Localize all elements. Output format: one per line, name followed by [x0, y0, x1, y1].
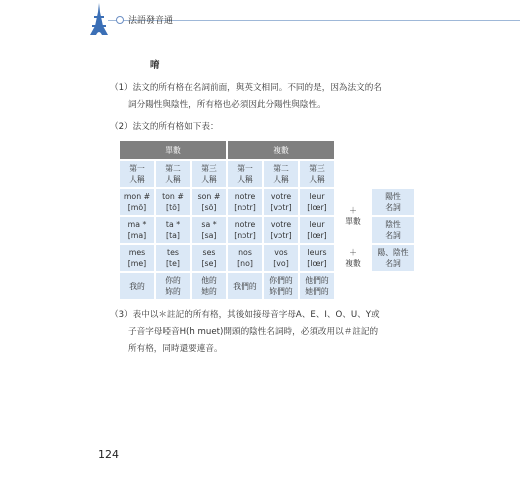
header-plural: 複數	[228, 141, 334, 159]
meaning-cell: 他們的 她們的	[300, 273, 334, 299]
form-cell: vos [vo]	[264, 245, 298, 271]
person-cell: 第三 人稱	[300, 161, 334, 187]
form-cell: nos [no]	[228, 245, 262, 271]
person-cell: 第一 人稱	[228, 161, 262, 187]
gender-cell: 陰性 名詞	[372, 217, 414, 243]
form-cell: mes [me]	[120, 245, 154, 271]
header-bullet-icon	[116, 16, 124, 24]
form-cell: ses [se]	[192, 245, 226, 271]
meaning-cell: 我的	[120, 273, 154, 299]
para3-line1: （3）表中以＊註記的所有格，其後如接母音字母A、E、I、O、U、Y或	[110, 310, 380, 320]
running-header	[0, 0, 520, 40]
section-title: 唷	[150, 60, 160, 71]
table-row-masculine	[120, 189, 414, 215]
form-cell: leur [lœr]	[300, 189, 334, 215]
number-group-singular: ＋ 單數	[345, 206, 361, 226]
number-group-plural: ＋ 複數	[345, 248, 361, 268]
person-cell: 第二 人稱	[264, 161, 298, 187]
person-cell: 第三 人稱	[192, 161, 226, 187]
book-title: 法語發音通	[128, 16, 174, 26]
form-cell: notre [nɔtr]	[228, 217, 262, 243]
table-row-plural	[120, 245, 414, 271]
possessive-table	[118, 139, 416, 301]
para3-line2: 子音字母啞音H(h muet)開頭的陰性名詞時，必須改用以＃註記的	[128, 327, 379, 337]
form-cell: votre [vɔtr]	[264, 217, 298, 243]
meaning-cell: 他的 她的	[192, 273, 226, 299]
form-cell: votre [vɔtr]	[264, 189, 298, 215]
form-cell: mon # [mõ]	[120, 189, 154, 215]
gender-cell: 陽性 名詞	[372, 189, 414, 215]
table-header-row	[120, 141, 414, 159]
gender-cell: 陽、陰性 名詞	[372, 245, 414, 271]
eiffel-tower-icon	[88, 2, 110, 36]
header-singular: 單數	[120, 141, 226, 159]
page-number: 124	[98, 448, 119, 461]
para3-line3: 所有格，同時還要連音。	[128, 344, 223, 354]
form-cell: ton # [tõ]	[156, 189, 190, 215]
meaning-cell: 你們的 妳們的	[264, 273, 298, 299]
para1-line2: 詞分陽性與陰性，所有格也必須因此分陽性與陰性。	[128, 100, 326, 110]
para1-line1: （1）法文的所有格在名詞前面，與英文相同。不同的是，因為法文的名	[110, 83, 382, 93]
form-cell: sa * [sa]	[192, 217, 226, 243]
form-cell: leurs [lœr]	[300, 245, 334, 271]
form-cell: ta * [ta]	[156, 217, 190, 243]
form-cell: tes [te]	[156, 245, 190, 271]
table-person-row	[120, 161, 414, 187]
person-cell: 第二 人稱	[156, 161, 190, 187]
meaning-cell: 你的 妳的	[156, 273, 190, 299]
form-cell: ma * [ma]	[120, 217, 154, 243]
form-cell: notre [nɔtr]	[228, 189, 262, 215]
form-cell: leur [lœr]	[300, 217, 334, 243]
table-meaning-row	[120, 273, 414, 299]
person-cell: 第一 人稱	[120, 161, 154, 187]
meaning-cell: 我們的	[228, 273, 262, 299]
form-cell: son # [sõ]	[192, 189, 226, 215]
para2-line1: （2）法文的所有格如下表：	[110, 122, 219, 132]
